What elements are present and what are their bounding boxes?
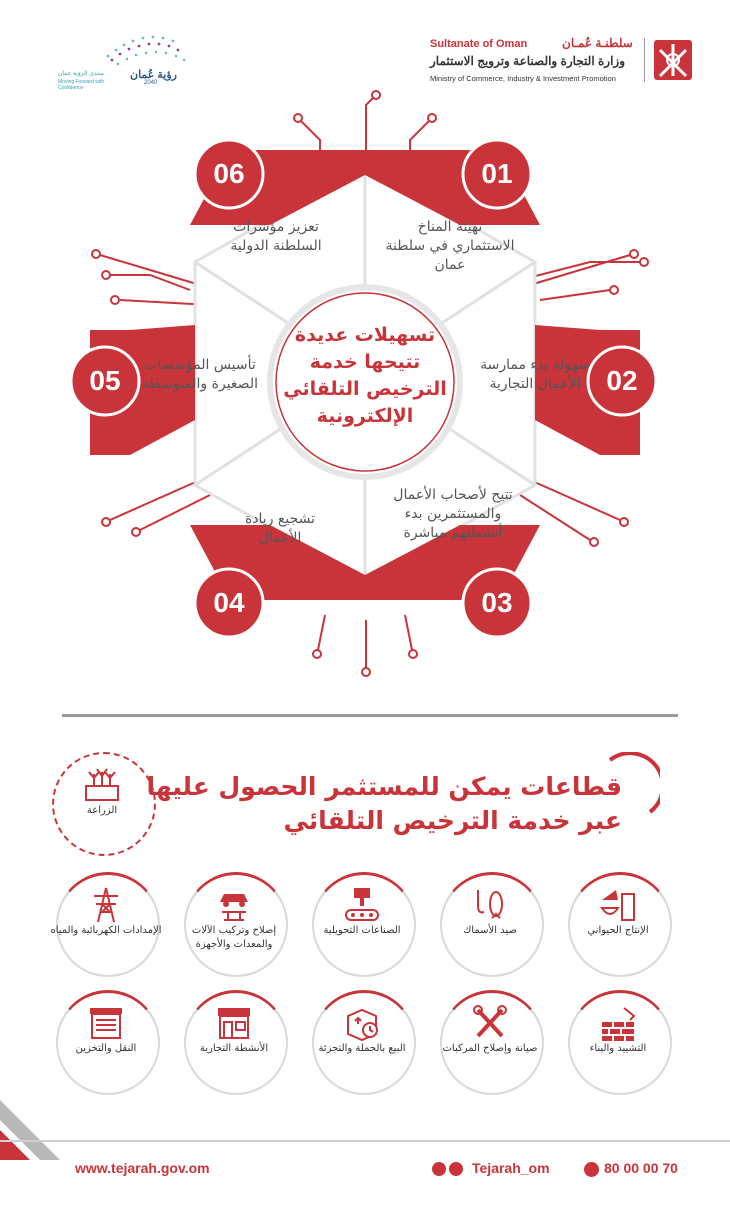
sector-label: النقل والتخزين — [75, 1043, 137, 1054]
sector-label: التشييد والبناء — [589, 1043, 647, 1054]
footer-line — [0, 1140, 730, 1142]
instagram-icon[interactable] — [432, 1162, 446, 1176]
segment-text-02: سهولة بدء ممارسة الأعمال التجارية — [480, 357, 590, 392]
ministry-ar: وزارة التجارة والصناعة وترويج الاستثمار — [430, 54, 625, 68]
bricks-icon — [598, 1004, 638, 1042]
title-ring-accent — [600, 752, 660, 822]
sector-wholesale — [312, 990, 412, 1090]
segment-number-04: 04 — [213, 587, 245, 618]
logo-divider — [644, 38, 645, 82]
segment-text-01: تهيئة المناخ الاستثماري في سلطنة عمان — [385, 219, 515, 273]
social-handle[interactable]: Tejarah_om — [472, 1160, 550, 1176]
segment-number-01: 01 — [481, 158, 513, 189]
vision-year: 2040 — [144, 80, 158, 86]
car-lift-icon — [214, 886, 254, 924]
sector-label: صيد الأسماك — [463, 925, 517, 936]
shop-icon — [214, 1004, 254, 1042]
twitter-icon[interactable] — [449, 1162, 463, 1176]
phone-number[interactable]: 80 00 00 70 — [604, 1160, 678, 1176]
sector-label: الإمدادات الكهربائية والمياه — [50, 925, 162, 936]
sector-commercial — [184, 990, 284, 1090]
ministry-logo — [422, 34, 707, 90]
sultanate-en: Sultanate of Oman — [430, 38, 528, 50]
segment-number-02: 02 — [606, 365, 638, 396]
sectors-title: قطاعات يمكن للمستثمر الحصول عليها عبر خدمة الترخيص التلقائي — [146, 772, 622, 835]
ministry-en: Ministry of Commerce, Industry & Investment Promotion — [430, 74, 616, 83]
sector-fishing — [440, 872, 540, 972]
website-link[interactable]: www.tejarah.gov.om — [75, 1160, 210, 1176]
center-title: تسهيلات عديدة تتيحها خدمة الترخيص التلقائي الإلكترونية — [283, 324, 447, 427]
sector-label: صيانة وإصلاح المركبات — [442, 1043, 538, 1054]
vision-ar: رؤية عُمان — [130, 69, 177, 81]
sector-label: الصناعات التحويلية — [323, 925, 401, 936]
segment-text-03: تتيح لأصحاب الأعمال والمستثمرين بدء أنشطتهم مباشرة — [393, 487, 513, 541]
sector-machine-repair — [184, 872, 284, 972]
segment-number-06: 06 — [213, 158, 245, 189]
vision-sub-ar: منتدى الرؤية عمان — [58, 71, 104, 77]
sector-label: الأنشطة التجارية — [199, 1043, 269, 1054]
sector-agriculture — [52, 752, 152, 852]
sector-construction — [568, 990, 668, 1090]
sector-label: البيع بالجملة والتجزئة — [318, 1043, 406, 1054]
corner-stripes — [0, 1100, 60, 1160]
segment-text-06: تعزيز مؤشرات السلطنة الدولية — [230, 219, 322, 254]
sector-label: الإنتاج الحيواني — [587, 925, 649, 936]
oman-emblem-icon — [650, 36, 696, 84]
phone-icon — [584, 1162, 599, 1177]
power-tower-icon — [86, 886, 126, 924]
sector-livestock — [568, 872, 668, 972]
sultanate-ar: سلطنـة عُمـان — [562, 36, 633, 50]
segment-text-05: تأسيس المؤسسات الصغيرة والمتوسطة — [142, 357, 258, 392]
vision-sub-en: Moving Forward with Confidence — [58, 79, 105, 91]
sector-power — [50, 872, 162, 972]
box-clock-icon — [342, 1004, 382, 1042]
warehouse-icon — [86, 1004, 126, 1042]
dairy-icon — [598, 886, 638, 924]
segment-number-03: 03 — [481, 587, 513, 618]
conveyor-icon — [342, 886, 382, 924]
sector-transport — [56, 990, 156, 1090]
tools-icon — [470, 1004, 510, 1042]
vision-logo — [58, 26, 208, 90]
segment-text-04: تشجيع ريادة الأعمال — [244, 511, 316, 546]
sector-label: الزراعة — [86, 805, 118, 816]
segment-number-05: 05 — [89, 365, 121, 396]
sector-manufacturing — [312, 872, 412, 972]
section-divider — [62, 714, 678, 717]
vision-dots-icon — [88, 26, 198, 70]
sector-label: إصلاح وتركيب الآلات والمعدات والأجهزة — [191, 925, 277, 950]
sector-vehicle-repair — [440, 990, 540, 1090]
plant-icon — [82, 766, 122, 804]
fish-icon — [470, 886, 510, 924]
